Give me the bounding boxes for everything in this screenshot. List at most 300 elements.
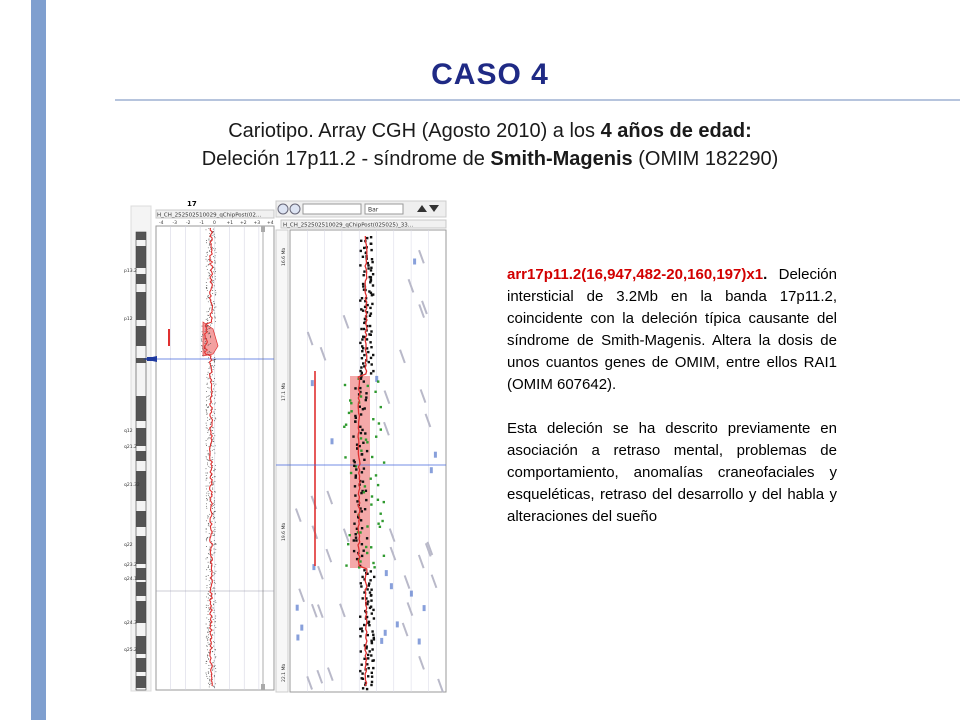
panel1-probe [206, 319, 207, 320]
panel1-probe [209, 395, 210, 396]
panel1-probe [214, 285, 215, 286]
panel2-probe [361, 338, 363, 340]
title-divider [115, 99, 960, 101]
panel1-probe [206, 391, 207, 392]
panel1-probe [209, 537, 210, 538]
panel2-probe [369, 315, 371, 317]
panel2-probe [366, 450, 368, 452]
panel1-probe [210, 336, 211, 337]
panel2-probe [368, 584, 370, 586]
panel1-probe [215, 418, 216, 419]
panel1-probe [208, 453, 209, 454]
ideogram-band [136, 601, 146, 623]
panel2-probe [361, 453, 363, 455]
panel2-probe [355, 539, 357, 541]
panel1-probe [212, 477, 213, 478]
ideogram-band [136, 274, 146, 284]
panel1-probe [213, 641, 214, 642]
panel1-probe [215, 583, 216, 584]
panel1-probe [209, 680, 210, 681]
left-accent-bar [31, 0, 46, 720]
panel2-probe [343, 426, 345, 428]
panel1-probe [210, 571, 211, 572]
panel1-probe [215, 522, 216, 523]
panel1-probe [206, 285, 207, 286]
panel1-probe [208, 493, 209, 494]
panel2-probe [359, 342, 361, 344]
page-title: CASO 4 [431, 58, 549, 91]
ideogram-band [136, 232, 146, 240]
panel1-probe [207, 646, 208, 647]
band-label: q21.32 [124, 483, 140, 488]
panel1-probe [206, 427, 207, 428]
panel1-probe [214, 250, 215, 251]
panel1-probe [206, 409, 207, 410]
panel1-probe [206, 637, 207, 638]
panel2-probe [370, 267, 372, 269]
panel2-probe [378, 422, 380, 424]
panel1-probe [210, 504, 211, 505]
panel1-probe [209, 399, 210, 400]
panel1-probe [209, 344, 210, 345]
panel1-probe [214, 404, 215, 405]
panel1-probe [208, 362, 209, 363]
panel1-probe [215, 409, 216, 410]
panel1-probe [208, 567, 209, 568]
panel2-probe [370, 503, 372, 505]
panel1-probe [209, 679, 210, 680]
panel1-probe [214, 307, 215, 308]
subtitle-line-1 [100, 120, 880, 143]
panel1-probe [211, 683, 212, 684]
panel2-probe [359, 616, 361, 618]
band-label: p12 [124, 317, 133, 322]
panel2-probe [362, 687, 364, 689]
panel1-probe [213, 604, 214, 605]
panel2-probe [370, 546, 372, 548]
panel1-probe [206, 508, 207, 509]
panel1-probe [214, 687, 215, 688]
panel2-probe [370, 478, 372, 480]
panel2-probe [360, 492, 362, 494]
panel2-probe [373, 566, 375, 568]
panel1-probe [214, 676, 215, 677]
panel1-probe [209, 328, 210, 329]
panel1-probe [206, 617, 207, 618]
panel2-probe [365, 439, 367, 441]
panel1-probe [209, 621, 210, 622]
panel1-probe [208, 683, 209, 684]
gene-box [396, 621, 399, 627]
panel1-probe [212, 276, 213, 277]
panel1-probe [208, 429, 209, 430]
panel1-probe [206, 558, 207, 559]
panel2-probe [354, 511, 356, 513]
panel2-probe [362, 408, 364, 410]
panel2-probe [372, 418, 374, 420]
panel1-probe [207, 352, 208, 353]
panel1-probe [207, 329, 208, 330]
panel2-probe [363, 274, 365, 276]
panel1-probe [207, 632, 208, 633]
panel1-probe [208, 634, 209, 635]
panel1-probe [210, 547, 211, 548]
panel1-probe [208, 239, 209, 240]
panel1-probe [210, 392, 211, 393]
panel2-probe [374, 391, 376, 393]
panel1-probe [214, 449, 215, 450]
panel1-probe [213, 282, 214, 283]
panel2-probe [359, 531, 361, 533]
panel1-probe [208, 272, 209, 273]
panel1-probe [207, 500, 208, 501]
panel2-probe [363, 270, 365, 272]
chromosome-pointer-bar [147, 357, 157, 361]
panel1-probe [214, 553, 215, 554]
array-result-code: arr17p11.2(16,947,482-20,160,197)x1 [507, 266, 764, 283]
panel1-probe [214, 502, 215, 503]
panel1-probe [214, 582, 215, 583]
array-result-dot: . [763, 266, 768, 283]
panel1-probe [209, 437, 210, 438]
panel1-probe [207, 655, 208, 656]
band-label: q24.3 [124, 621, 137, 626]
panel1-tick-label: -1 [199, 221, 204, 226]
panel1-probe [214, 234, 215, 235]
panel1-tick-label: -4 [159, 221, 164, 226]
panel1-probe [206, 400, 207, 401]
panel1-probe [212, 617, 213, 618]
panel2-probe [370, 599, 372, 601]
panel1-probe [213, 514, 214, 515]
panel1-probe [215, 616, 216, 617]
panel1-probe [202, 331, 203, 332]
panel1-probe [215, 248, 216, 249]
ideogram-band [136, 658, 146, 672]
panel2-probe [360, 432, 362, 434]
band-label: q25.2 [124, 648, 137, 653]
panel1-probe [206, 252, 207, 253]
panel2-probe [363, 491, 365, 493]
panel2-probe [367, 351, 369, 353]
panel1-probe [214, 360, 215, 361]
panel1-probe [208, 525, 209, 526]
panel2-probe [355, 417, 357, 419]
panel2-probe [361, 664, 363, 666]
panel2-probe [371, 681, 373, 683]
panel1-probe [207, 557, 208, 558]
panel1-probe [210, 325, 211, 326]
panel1-probe [207, 261, 208, 262]
panel1-probe [215, 564, 216, 565]
panel1-probe [214, 686, 215, 687]
panel1-probe [212, 662, 213, 663]
position-label: 17.1 Mb [282, 382, 287, 401]
panel2-probe [362, 442, 364, 444]
panel1-probe [211, 607, 212, 608]
panel1-probe [206, 457, 207, 458]
panel1-probe [206, 377, 207, 378]
panel1-probe [209, 368, 210, 369]
panel1-probe [209, 378, 210, 379]
panel1-probe [204, 339, 205, 340]
position-label: 22.1 Mb [282, 663, 287, 682]
panel1-probe [215, 549, 216, 550]
panel1-probe [214, 566, 215, 567]
panel1-probe [213, 412, 214, 413]
panel1-probe [207, 417, 208, 418]
panel2-probe [367, 675, 369, 677]
panel2-probe [361, 555, 363, 557]
panel1-probe [209, 238, 210, 239]
panel2-probe [371, 456, 373, 458]
ideogram-band [136, 326, 146, 346]
panel2-probe [363, 550, 365, 552]
panel1-probe [210, 583, 211, 584]
panel2-probe [359, 670, 361, 672]
panel1-tick-label: +2 [240, 221, 247, 226]
panel1-probe [212, 634, 213, 635]
panel2-probe [380, 428, 382, 430]
panel1-probe [206, 569, 207, 570]
panel1-probe [206, 414, 207, 415]
panel1-probe [213, 309, 214, 310]
panel1-probe [208, 495, 209, 496]
zoom-in-icon[interactable] [278, 204, 288, 214]
panel2-probe [363, 328, 365, 330]
panel1-probe [214, 453, 215, 454]
panel2-probe [368, 624, 370, 626]
panel1-probe [208, 575, 209, 576]
panel1-probe [212, 521, 213, 522]
panel1-probe [213, 301, 214, 302]
panel2-probe [354, 461, 356, 463]
panel1-probe [209, 625, 210, 626]
panel1-probe [212, 417, 213, 418]
panel1-probe [207, 678, 208, 679]
panel1-probe [214, 588, 215, 589]
panel1-probe [207, 428, 208, 429]
gene-box [430, 467, 433, 473]
panel1-probe [214, 535, 215, 536]
panel2-probe [363, 380, 365, 382]
panel1-probe [215, 359, 216, 360]
panel1-probe [207, 538, 208, 539]
panel1-probe [206, 480, 207, 481]
panel2-probe [383, 555, 385, 557]
panel1-probe [209, 631, 210, 632]
panel1-probe [209, 644, 210, 645]
subtitle-2-text: Deleción 17p11.2 - síndrome de [201, 148, 491, 170]
panel1-probe [206, 674, 207, 675]
panel1-probe [214, 666, 215, 667]
panel1-probe [208, 658, 209, 659]
panel1-probe [207, 290, 208, 291]
panel1-probe [212, 635, 213, 636]
panel1-probe [206, 423, 207, 424]
panel1-probe [207, 450, 208, 451]
panel1-probe [213, 518, 214, 519]
panel1-probe [215, 243, 216, 244]
panel1-probe [207, 463, 208, 464]
panel1-probe [212, 488, 213, 489]
panel1-probe [214, 591, 215, 592]
band-label: q24.1 [124, 577, 137, 582]
panel1-probe [208, 553, 209, 554]
panel2-probe [370, 269, 372, 271]
position-dropdown[interactable] [303, 204, 361, 214]
panel1-probe [202, 355, 203, 356]
gene-box [300, 625, 303, 631]
panel1-probe [208, 247, 209, 248]
panel2-probe [367, 654, 369, 656]
panel1-probe [210, 352, 211, 353]
panel1-probe [215, 492, 216, 493]
panel1-probe [206, 506, 207, 507]
panel1-probe [212, 457, 213, 458]
panel1-probe [209, 554, 210, 555]
panel2-probe [367, 634, 369, 636]
panel1-probe [213, 601, 214, 602]
panel1-probe [208, 301, 209, 302]
panel1-probe [210, 328, 211, 329]
panel2-probe [361, 297, 363, 299]
gene-box [434, 452, 437, 458]
panel1-probe [208, 611, 209, 612]
panel2-probe [375, 474, 377, 476]
panel1-probe [212, 403, 213, 404]
panel1-probe [207, 473, 208, 474]
panel1-probe [208, 516, 209, 517]
panel2-probe [363, 569, 365, 571]
panel1-probe [210, 467, 211, 468]
ideogram-band [136, 292, 146, 320]
panel1-probe [213, 545, 214, 546]
panel1-probe [206, 404, 207, 405]
panel2-probe [373, 659, 375, 661]
panel2-probe [371, 495, 373, 497]
panel1-probe [214, 660, 215, 661]
panel1-probe [214, 420, 215, 421]
panel2-probe [355, 533, 357, 535]
panel1-probe [206, 520, 207, 521]
panel1-probe [208, 600, 209, 601]
panel1-probe [210, 307, 211, 308]
band-label: q23.2 [124, 563, 137, 568]
panel1-probe [213, 470, 214, 471]
panel2-probe [375, 436, 377, 438]
panel1-probe [206, 531, 207, 532]
chromosome-label: 17 [187, 200, 197, 208]
panel1-probe [208, 396, 209, 397]
panel2-probe [362, 256, 364, 258]
panel2-probe [369, 607, 371, 609]
panel1-probe [207, 320, 208, 321]
panel2-probe [370, 684, 372, 686]
panel1-probe [209, 309, 210, 310]
panel2-probe [371, 294, 373, 296]
panel1-probe [214, 544, 215, 545]
panel1-probe [214, 435, 215, 436]
panel1-probe [215, 321, 216, 322]
panel1-probe [206, 576, 207, 577]
panel1-probe [213, 271, 214, 272]
panel1-probe [208, 637, 209, 638]
panel2-probe [359, 560, 361, 562]
panel1-probe [215, 649, 216, 650]
panel2-probe [353, 465, 355, 467]
panel1-probe [214, 303, 215, 304]
panel1-probe [209, 388, 210, 389]
panel1-probe [215, 418, 216, 419]
panel2-probe [354, 485, 356, 487]
panel1-probe [206, 636, 207, 637]
panel2-probe [359, 635, 361, 637]
panel2-probe [371, 648, 373, 650]
panel2-probe [359, 264, 361, 266]
description-paragraph-2 [507, 418, 837, 528]
panel1-probe [214, 268, 215, 269]
panel1-probe [213, 612, 214, 613]
panel1-probe [202, 326, 203, 327]
panel1-probe [208, 333, 209, 334]
panel1-probe [204, 343, 205, 344]
panel1-probe [209, 367, 210, 368]
panel1-probe [215, 476, 216, 477]
panel2-probe [372, 562, 374, 564]
panel1-probe [206, 493, 207, 494]
panel1-probe [214, 481, 215, 482]
panel1-probe [208, 630, 209, 631]
panel2-probe [381, 520, 383, 522]
panel1-probe [209, 273, 210, 274]
panel1-probe [215, 665, 216, 666]
panel1-probe [215, 469, 216, 470]
panel2-probe [354, 421, 356, 423]
panel1-probe [215, 602, 216, 603]
panel2-probe [369, 307, 371, 309]
panel2-probe [365, 399, 367, 401]
panel1-probe [212, 450, 213, 451]
panel1-probe [208, 406, 209, 407]
panel2-probe [371, 258, 373, 260]
panel1-probe [213, 619, 214, 620]
panel1-probe [207, 413, 208, 414]
panel1-probe [201, 341, 202, 342]
panel2-probe [365, 546, 367, 548]
panel1-probe [208, 407, 209, 408]
panel1-probe [215, 395, 216, 396]
panel1-probe [208, 378, 209, 379]
description-paragraph-1 [507, 264, 837, 396]
panel1-probe [209, 250, 210, 251]
panel1-probe [207, 384, 208, 385]
zoom-out-icon[interactable] [290, 204, 300, 214]
panel1-probe [214, 385, 215, 386]
panel1-probe [209, 276, 210, 277]
panel1-probe [212, 489, 213, 490]
panel1-probe [213, 527, 214, 528]
panel1-probe [206, 326, 207, 327]
panel2-probe [369, 325, 371, 327]
panel1-probe [206, 624, 207, 625]
panel1-probe [213, 383, 214, 384]
panel1-probe [207, 407, 208, 408]
panel2-probe [369, 591, 371, 593]
panel2-probe [362, 347, 364, 349]
panel1-probe [209, 584, 210, 585]
panel2-probe [360, 437, 362, 439]
